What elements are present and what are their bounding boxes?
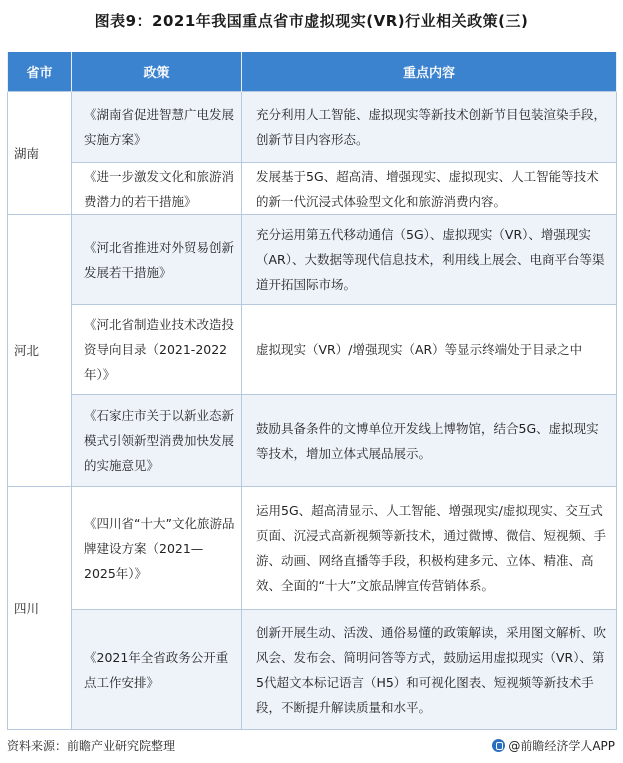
table-row <box>8 395 617 487</box>
policy-table <box>7 52 617 730</box>
brand-label: @前瞻经济学人APP <box>508 739 615 753</box>
table-row <box>8 215 617 305</box>
content-cell: 虚拟现实（VR）/增强现实（AR）等显示终端处于目录之中 <box>242 305 617 395</box>
content-cell: 充分利用人工智能、虚拟现实等新技术创新节目包装渲染手段，创新节目内容形态。 <box>242 92 617 163</box>
province-cell: 河北 <box>8 215 72 487</box>
table-row <box>8 610 617 730</box>
table-row <box>8 163 617 215</box>
table-row <box>8 305 617 395</box>
qianzhan-logo-icon <box>492 739 505 752</box>
content-cell: 充分运用第五代移动通信（5G）、虚拟现实（VR）、增强现实（AR）、大数据等现代信息技术，利用线上展会、电商平台等渠道开拓国际市场。 <box>242 215 617 305</box>
header-province: 省市 <box>8 52 72 92</box>
header-content: 重点内容 <box>242 52 617 92</box>
source-note: 资料来源：前瞻产业研究院整理 <box>7 739 176 753</box>
content-cell: 发展基于5G、超高清、增强现实、虚拟现实、人工智能等技术的新一代沉浸式体验型文化和旅游消费内容。 <box>242 163 617 215</box>
province-cell: 湖南 <box>8 92 72 215</box>
policy-cell: 《2021年全省政务公开重点工作安排》 <box>72 610 242 730</box>
table-row <box>8 92 617 163</box>
policy-cell: 《河北省制造业技术改造投资导向目录（2021-2022年）》 <box>72 305 242 395</box>
policy-cell: 《湖南省促进智慧广电发展实施方案》 <box>72 92 242 163</box>
policy-cell: 《河北省推进对外贸易创新发展若干措施》 <box>72 215 242 305</box>
brand-credit <box>492 737 615 754</box>
policy-cell: 《石家庄市关于以新业态新模式引领新型消费加快发展的实施意见》 <box>72 395 242 487</box>
policy-cell: 《进一步激发文化和旅游消费潜力的若干措施》 <box>72 163 242 215</box>
content-cell: 鼓励具备条件的文博单位开发线上博物馆，结合5G、虚拟现实等技术，增加立体式展品展示。 <box>242 395 617 487</box>
content-cell: 运用5G、超高清显示、人工智能、增强现实/虚拟现实、交互式页面、沉浸式高新视频等新技术，通过微博、微信、短视频、手游、动画、网络直播等手段，积极构建多元、立体、精准、高效、全面的“十大”文旅品牌宣传营销体系。 <box>242 487 617 610</box>
province-cell: 四川 <box>8 487 72 730</box>
page-title: 图表9：2021年我国重点省市虚拟现实(VR)行业相关政策(三) <box>94 12 529 30</box>
header-policy: 政策 <box>72 52 242 92</box>
policy-cell: 《四川省“十大”文化旅游品牌建设方案（2021—2025年）》 <box>72 487 242 610</box>
table-header-row <box>8 52 617 92</box>
table-row <box>8 487 617 610</box>
content-cell: 创新开展生动、活泼、通俗易懂的政策解读，采用图文解析、吹风会、发布会、简明问答等方式，鼓励运用虚拟现实（VR）、第5代超文本标记语言（H5）和可视化图表、短视频等新技术手段，不断提升解读质量和水平。 <box>242 610 617 730</box>
